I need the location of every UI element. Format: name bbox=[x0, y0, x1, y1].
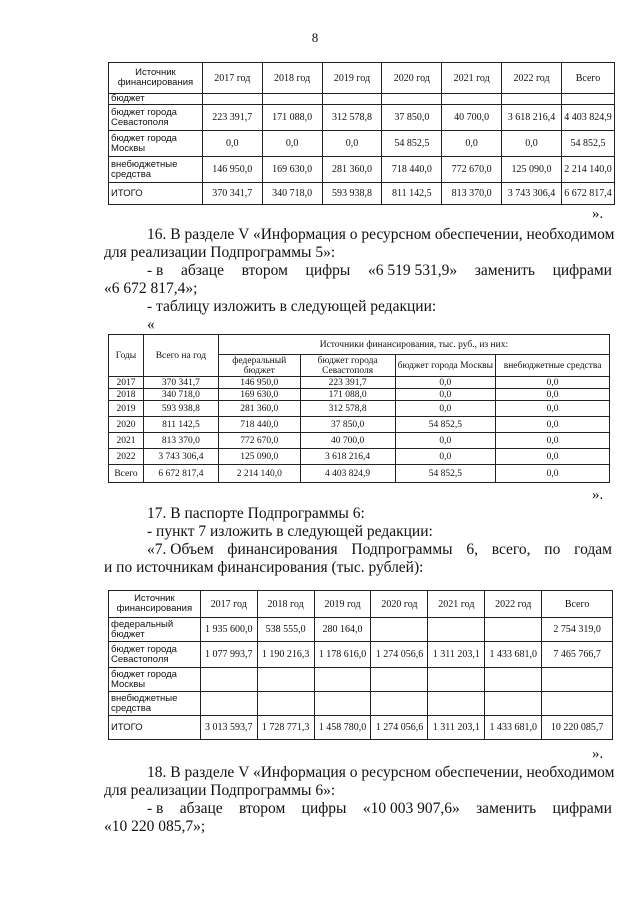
value-cell: 40 700,0 bbox=[300, 433, 395, 449]
year-cell: Всего bbox=[109, 465, 144, 483]
paragraph-17-line-3 bbox=[147, 541, 612, 559]
header-cell: Всего bbox=[562, 63, 615, 94]
value-cell: 1 178 616,0 bbox=[314, 642, 371, 668]
header-cell: 2017 год bbox=[200, 591, 257, 618]
value-cell: 6 672 817,4 bbox=[562, 183, 615, 205]
word: цифры bbox=[301, 800, 347, 817]
group-header-cell: Источники финансирования, тыс. руб., из них: bbox=[218, 335, 609, 355]
word: абзаце bbox=[179, 800, 223, 817]
paragraph-16-line-4: «6 672 817,4»; bbox=[104, 280, 198, 297]
table-row bbox=[109, 433, 610, 449]
value-cell: 54 852,5 bbox=[562, 131, 615, 157]
value-cell: 340 718,0 bbox=[262, 183, 322, 205]
value-cell: 37 850,0 bbox=[382, 105, 442, 131]
funding-table-subprogram-6 bbox=[108, 590, 613, 740]
value-cell: 3 743 306,4 bbox=[143, 449, 218, 465]
value-cell: 1 311 203,1 bbox=[428, 642, 485, 668]
value-cell: 37 850,0 bbox=[300, 417, 395, 433]
header-cell: 2020 год bbox=[371, 591, 428, 618]
table-row bbox=[109, 377, 610, 389]
value-cell: 7 465 766,7 bbox=[542, 642, 613, 668]
header-cell: 2017 год bbox=[202, 63, 262, 94]
table-row bbox=[109, 668, 613, 692]
word: втором bbox=[239, 800, 286, 817]
value-cell: 813 370,0 bbox=[143, 433, 218, 449]
table-row bbox=[109, 716, 613, 740]
funding-table-subprogram-5-tail bbox=[108, 62, 615, 205]
header-cell: бюджет города Москвы bbox=[395, 355, 496, 377]
closing-quote: ». bbox=[592, 487, 604, 503]
word: всего, bbox=[491, 541, 531, 558]
value-cell: 1 077 993,7 bbox=[200, 642, 257, 668]
value-cell: 0,0 bbox=[496, 377, 610, 389]
value-cell: 3 743 306,4 bbox=[502, 183, 562, 205]
paragraph-18-line-2: для реализации Подпрограммы 6»: bbox=[104, 782, 336, 799]
value-cell: 811 142,5 bbox=[382, 183, 442, 205]
value-cell: 538 555,0 bbox=[257, 618, 314, 642]
value-cell: 312 578,8 bbox=[300, 401, 395, 417]
header-cell: 2019 год bbox=[322, 63, 382, 94]
value-cell: 0,0 bbox=[496, 449, 610, 465]
value-cell: 0,0 bbox=[496, 433, 610, 449]
value-cell: 370 341,7 bbox=[143, 377, 218, 389]
word: втором bbox=[241, 262, 288, 279]
value-cell: 718 440,0 bbox=[218, 417, 300, 433]
value-cell: 593 938,8 bbox=[143, 401, 218, 417]
word: «7. Объем bbox=[147, 541, 214, 558]
value-cell: 0,0 bbox=[395, 433, 496, 449]
year-cell: 2020 bbox=[109, 417, 144, 433]
value-cell: 4 403 824,9 bbox=[562, 105, 615, 131]
year-cell: 2021 bbox=[109, 433, 144, 449]
year-cell: 2019 bbox=[109, 401, 144, 417]
closing-quote: ». bbox=[592, 206, 604, 222]
value-cell: 10 220 085,7 bbox=[542, 716, 613, 740]
closing-quote: ». bbox=[592, 746, 604, 762]
table-row bbox=[109, 157, 615, 183]
value-cell: 0,0 bbox=[395, 401, 496, 417]
word: «6 519 531,9» bbox=[368, 262, 458, 279]
year-cell: 2022 bbox=[109, 449, 144, 465]
paragraph-18-line-1: 18. В разделе V «Информация о ресурсном обеспечении, необходимом bbox=[147, 764, 615, 781]
value-cell: 1 274 056,6 bbox=[371, 642, 428, 668]
opening-quote: « bbox=[147, 316, 155, 333]
word: 6, bbox=[466, 541, 478, 558]
value-cell: 169 630,0 bbox=[218, 389, 300, 401]
table-row bbox=[109, 449, 610, 465]
year-cell: 2018 bbox=[109, 389, 144, 401]
header-cell: 2022 год bbox=[502, 63, 562, 94]
value-cell: 280 164,0 bbox=[314, 618, 371, 642]
value-cell bbox=[485, 618, 542, 642]
value-cell: 0,0 bbox=[496, 417, 610, 433]
value-cell: 3 013 593,7 bbox=[200, 716, 257, 740]
value-cell: 0,0 bbox=[395, 449, 496, 465]
table-row bbox=[109, 618, 613, 642]
source-cell: внебюджетные средства bbox=[109, 692, 201, 716]
value-cell: 2 214 140,0 bbox=[562, 157, 615, 183]
value-cell: 223 391,7 bbox=[300, 377, 395, 389]
value-cell bbox=[428, 618, 485, 642]
source-cell: бюджет города Севастополя bbox=[109, 105, 203, 131]
value-cell: 772 670,0 bbox=[218, 433, 300, 449]
word: цифрами bbox=[552, 262, 612, 279]
value-cell: 3 618 216,4 bbox=[502, 105, 562, 131]
value-cell: 1 274 056,6 bbox=[371, 716, 428, 740]
paragraph-17-line-2: - пункт 7 изложить в следующей редакции: bbox=[147, 523, 433, 540]
value-cell: 0,0 bbox=[262, 131, 322, 157]
value-cell: 125 090,0 bbox=[502, 157, 562, 183]
value-cell: 0,0 bbox=[496, 465, 610, 483]
year-cell: 2017 bbox=[109, 377, 144, 389]
paragraph-16-line-2: для реализации Подпрограммы 5»: bbox=[104, 244, 336, 261]
header-cell: 2021 год bbox=[442, 63, 502, 94]
value-cell: 171 088,0 bbox=[300, 389, 395, 401]
value-cell: 813 370,0 bbox=[442, 183, 502, 205]
table-row bbox=[109, 94, 615, 105]
value-cell: 125 090,0 bbox=[218, 449, 300, 465]
table-row bbox=[109, 417, 610, 433]
value-cell: 169 630,0 bbox=[262, 157, 322, 183]
value-cell: 54 852,5 bbox=[395, 465, 496, 483]
header-cell: Годы bbox=[109, 335, 144, 377]
header-cell: 2018 год bbox=[262, 63, 322, 94]
header-cell: 2019 год bbox=[314, 591, 371, 618]
word: «10 003 907,6» bbox=[362, 800, 460, 817]
header-cell: внебюджетные средства bbox=[496, 355, 610, 377]
value-cell: 40 700,0 bbox=[442, 105, 502, 131]
value-cell: 0,0 bbox=[395, 377, 496, 389]
table-row bbox=[109, 389, 610, 401]
word: цифрами bbox=[552, 800, 612, 817]
source-cell: внебюджетные средства bbox=[109, 157, 203, 183]
value-cell: 2 754 319,0 bbox=[542, 618, 613, 642]
source-cell: ИТОГО bbox=[109, 183, 203, 205]
value-cell: 54 852,5 bbox=[395, 417, 496, 433]
table-row bbox=[109, 105, 615, 131]
value-cell: 593 938,8 bbox=[322, 183, 382, 205]
value-cell: 0,0 bbox=[496, 389, 610, 401]
funding-by-year-table bbox=[108, 334, 610, 483]
value-cell: 3 618 216,4 bbox=[300, 449, 395, 465]
value-cell: 6 672 817,4 bbox=[143, 465, 218, 483]
word: - в bbox=[147, 262, 164, 279]
value-cell: 772 670,0 bbox=[442, 157, 502, 183]
header-cell: Источник финансирования bbox=[109, 591, 201, 618]
value-cell: 1 433 681,0 bbox=[485, 642, 542, 668]
header-cell: федеральный бюджет bbox=[218, 355, 300, 377]
word: Подпрограммы bbox=[351, 541, 453, 558]
value-cell bbox=[371, 618, 428, 642]
source-cell: бюджет города Москвы bbox=[109, 668, 201, 692]
word: финансирования bbox=[227, 541, 338, 558]
source-cell: федеральный бюджет bbox=[109, 618, 201, 642]
paragraph-17-line-4: и по источникам финансирования (тыс. рублей): bbox=[104, 559, 424, 576]
word: абзаце bbox=[181, 262, 224, 279]
table-row bbox=[109, 131, 615, 157]
word: заменить bbox=[476, 800, 537, 817]
value-cell: 146 950,0 bbox=[202, 157, 262, 183]
paragraph-16-line-5: - таблицу изложить в следующей редакции: bbox=[147, 298, 437, 315]
value-cell: 0,0 bbox=[496, 401, 610, 417]
value-cell: 2 214 140,0 bbox=[218, 465, 300, 483]
word: заменить bbox=[474, 262, 535, 279]
value-cell: 340 718,0 bbox=[143, 389, 218, 401]
header-cell: Всего bbox=[542, 591, 613, 618]
source-cell: бюджет города Москвы bbox=[109, 131, 203, 157]
header-cell: бюджет города Севастополя bbox=[300, 355, 395, 377]
value-cell: 0,0 bbox=[202, 131, 262, 157]
value-cell: 0,0 bbox=[395, 389, 496, 401]
value-cell: 1 935 600,0 bbox=[200, 618, 257, 642]
header-cell: 2022 год bbox=[485, 591, 542, 618]
value-cell: 4 403 824,9 bbox=[300, 465, 395, 483]
paragraph-16-line-3 bbox=[147, 262, 612, 280]
value-cell: 171 088,0 bbox=[262, 105, 322, 131]
word: - в bbox=[147, 800, 164, 817]
paragraph-17-line-1: 17. В паспорте Подпрограммы 6: bbox=[147, 505, 365, 522]
value-cell: 1 458 780,0 bbox=[314, 716, 371, 740]
value-cell: 54 852,5 bbox=[382, 131, 442, 157]
value-cell: 312 578,8 bbox=[322, 105, 382, 131]
table-row bbox=[109, 183, 615, 205]
header-cell: 2021 год bbox=[428, 591, 485, 618]
value-cell: 281 360,0 bbox=[218, 401, 300, 417]
value-cell: 0,0 bbox=[442, 131, 502, 157]
source-cell: бюджет bbox=[109, 94, 203, 105]
header-cell: Источник финансирования bbox=[109, 63, 203, 94]
page-number: 8 bbox=[311, 30, 319, 45]
header-cell: 2018 год bbox=[257, 591, 314, 618]
paragraph-16-line-1: 16. В разделе V «Информация о ресурсном обеспечении, необходимом bbox=[147, 226, 615, 243]
value-cell: 146 950,0 bbox=[218, 377, 300, 389]
header-cell: 2020 год bbox=[382, 63, 442, 94]
value-cell: 370 341,7 bbox=[202, 183, 262, 205]
header-cell: Всего на год bbox=[143, 335, 218, 377]
source-cell: бюджет города Севастополя bbox=[109, 642, 201, 668]
value-cell: 0,0 bbox=[502, 131, 562, 157]
paragraph-18-line-3 bbox=[147, 800, 612, 818]
table-row bbox=[109, 401, 610, 417]
value-cell: 223 391,7 bbox=[202, 105, 262, 131]
value-cell: 1 728 771,3 bbox=[257, 716, 314, 740]
table-row bbox=[109, 642, 613, 668]
table-row bbox=[109, 465, 610, 483]
paragraph-18-line-4: «10 220 085,7»; bbox=[104, 818, 206, 835]
value-cell: 1 190 216,3 bbox=[257, 642, 314, 668]
word: годам bbox=[574, 541, 612, 558]
value-cell: 0,0 bbox=[322, 131, 382, 157]
value-cell: 1 433 681,0 bbox=[485, 716, 542, 740]
value-cell: 811 142,5 bbox=[143, 417, 218, 433]
source-cell: ИТОГО bbox=[109, 716, 201, 740]
value-cell: 281 360,0 bbox=[322, 157, 382, 183]
value-cell: 1 311 203,1 bbox=[428, 716, 485, 740]
word: цифры bbox=[305, 262, 351, 279]
value-cell: 718 440,0 bbox=[382, 157, 442, 183]
word: по bbox=[544, 541, 561, 558]
table-row bbox=[109, 692, 613, 716]
